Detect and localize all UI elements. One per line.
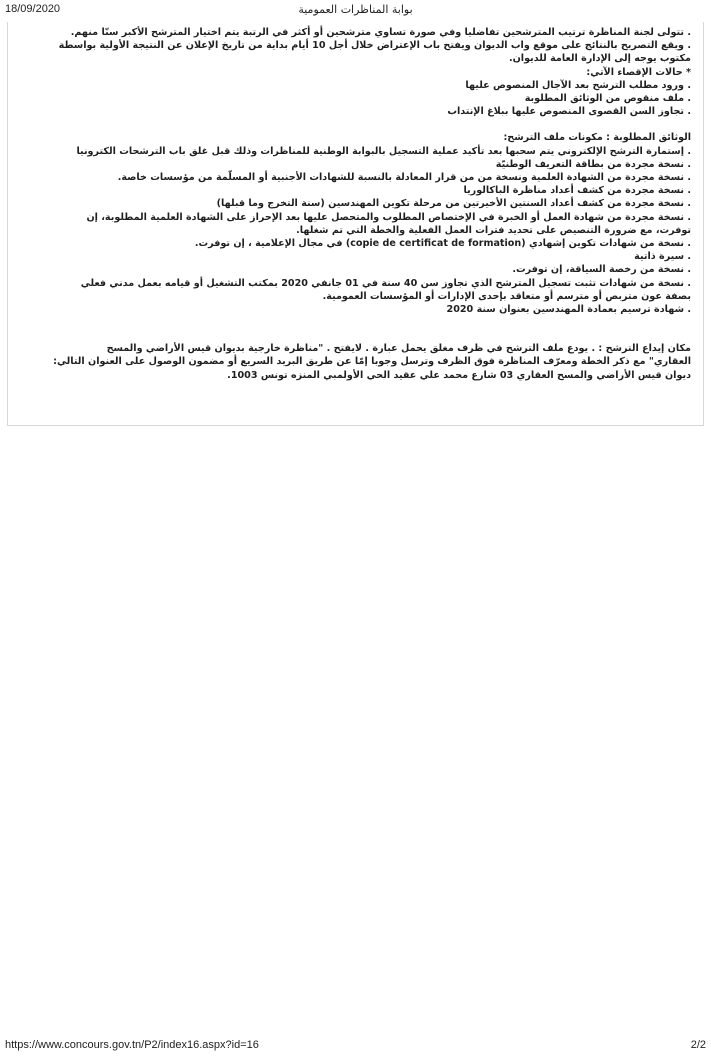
text-line: ديوان قيس الأراضي والمسح العقاري 03 شارع محمد علي عقيد الحي الأولمبي المنزه تونس 1003. <box>227 369 691 381</box>
ranking-section <box>58 26 691 118</box>
exclusion-heading: * حالات الإقصاء الآتي: <box>586 66 691 78</box>
text-line: . نسخة مجردة من كشف أعداد السنتين الأخيرتين من مرحلة تكوين المهندسين (سنة التخرج وما قبلها) <box>216 198 691 210</box>
text-line: . ملف منقوص من الوثائق المطلوبة <box>524 93 691 105</box>
text-line: . نسخة مجردة من كشف أعداد مناظرة الباكالوريا <box>463 185 691 197</box>
submission-section <box>53 342 691 382</box>
text-line: . تجاوز السن القصوى المنصوص عليها ببلاغ الإنتداب <box>447 106 691 118</box>
page-url: https://www.concours.gov.tn/P2/index16.aspx?id=16 <box>5 1039 259 1051</box>
content-frame <box>7 22 704 426</box>
print-date: 18/09/2020 <box>5 3 61 15</box>
text-line: توفرت، مع ضرورة التنصيص على تحديد فترات العمل الفعلية والخطة التي تم شغلها. <box>296 224 691 236</box>
required-documents-section <box>76 131 691 316</box>
text-line: . شهادة ترسيم بعمادة المهندسين بعنوان سنة 2020 <box>446 304 691 316</box>
print-header <box>0 0 711 20</box>
section-heading: الوثائق المطلوبة : مكونات ملف الترشح: <box>503 132 691 144</box>
text-line: مكان إيداع الترشح : . يودع ملف الترشح في ظرف مغلق يحمل عبارة . لايفتح . "مناظرة خارجية بديوان قيس الأراضي والمسح <box>106 343 691 355</box>
text-line: . تتولى لجنة المناظرة ترتيب المترشحين تفاضليا وفي صورة تساوي مترشحين أو أكثر في الرتبة يتم اختيار المترشح الأكبر سنّا منهم. <box>70 27 691 38</box>
text-line: بصفة عون متربص أو مترسم أو متعاقد بإحدى الإدارات أو المؤسسات العمومية. <box>322 290 691 302</box>
text-line: . ويقع التصريح بالنتائج على موقع واب الديوان ويفتح باب الإعتراض خلال أجل 10 أيام بداية من تاريخ الإعلان عن النتيجة الأولية بواسطة <box>58 40 691 52</box>
text-line: . سيرة ذاتية <box>634 251 691 263</box>
text-line: . نسخة من شهادات تكوين إشهادي (copie de certificat de formation) في مجال الإعلامية ، إن توفرت. <box>194 238 691 250</box>
text-line: العقاري" مع ذكر الخطة ومعرّف المناظرة فوق الظرف وترسل وجوبا إمّا عن طريق البريد السريع أو مضمون الوصول على العنوان التالي: <box>53 356 691 368</box>
text-line: . نسخة مجردة من الشهادة العلمية ونسخة من من قرار المعادلة بالنسبة للشهادات الأجنبية أو المسلّمة من مؤسسات خاصة. <box>117 172 691 184</box>
text-line: . نسخة من شهادات تثبت تسجيل المترشح الذي تجاوز سن 40 سنة في 01 جانفي 2020 بمكتب التشغيل أو قيامه بعمل مدني فعلي <box>80 277 691 289</box>
site-title: بوابة المناظرات العمومية <box>298 3 413 16</box>
text-line: . نسخة من رخصة السياقة، إن توفرت. <box>512 264 691 276</box>
text-line: . نسخة مجردة من بطاقة التعريف الوطنيّة <box>495 158 691 170</box>
document-body <box>53 26 691 382</box>
text-line: . إستمارة الترشح الإلكتروني يتم سحبها بعد تأكيد عملية التسجيل بالبوابة الوطنية للمناظرات وذلك قبل غلق باب الترشحات الكترونيا <box>76 145 691 157</box>
text-line: . ورود مطلب الترشح بعد الآجال المنصوص عليها <box>465 79 691 91</box>
page-number: 2/2 <box>690 1039 706 1051</box>
text-line: . نسخة مجردة من شهادة العمل أو الخبرة في الإختصاص المطلوب والمتحصل عليها بعد الإحراز على الشهادة العلمية المطلوبة، إن <box>86 211 691 223</box>
text-line: مكتوب يوجه إلى الإدارة العامة للديوان. <box>508 53 691 65</box>
print-footer <box>0 1036 711 1056</box>
